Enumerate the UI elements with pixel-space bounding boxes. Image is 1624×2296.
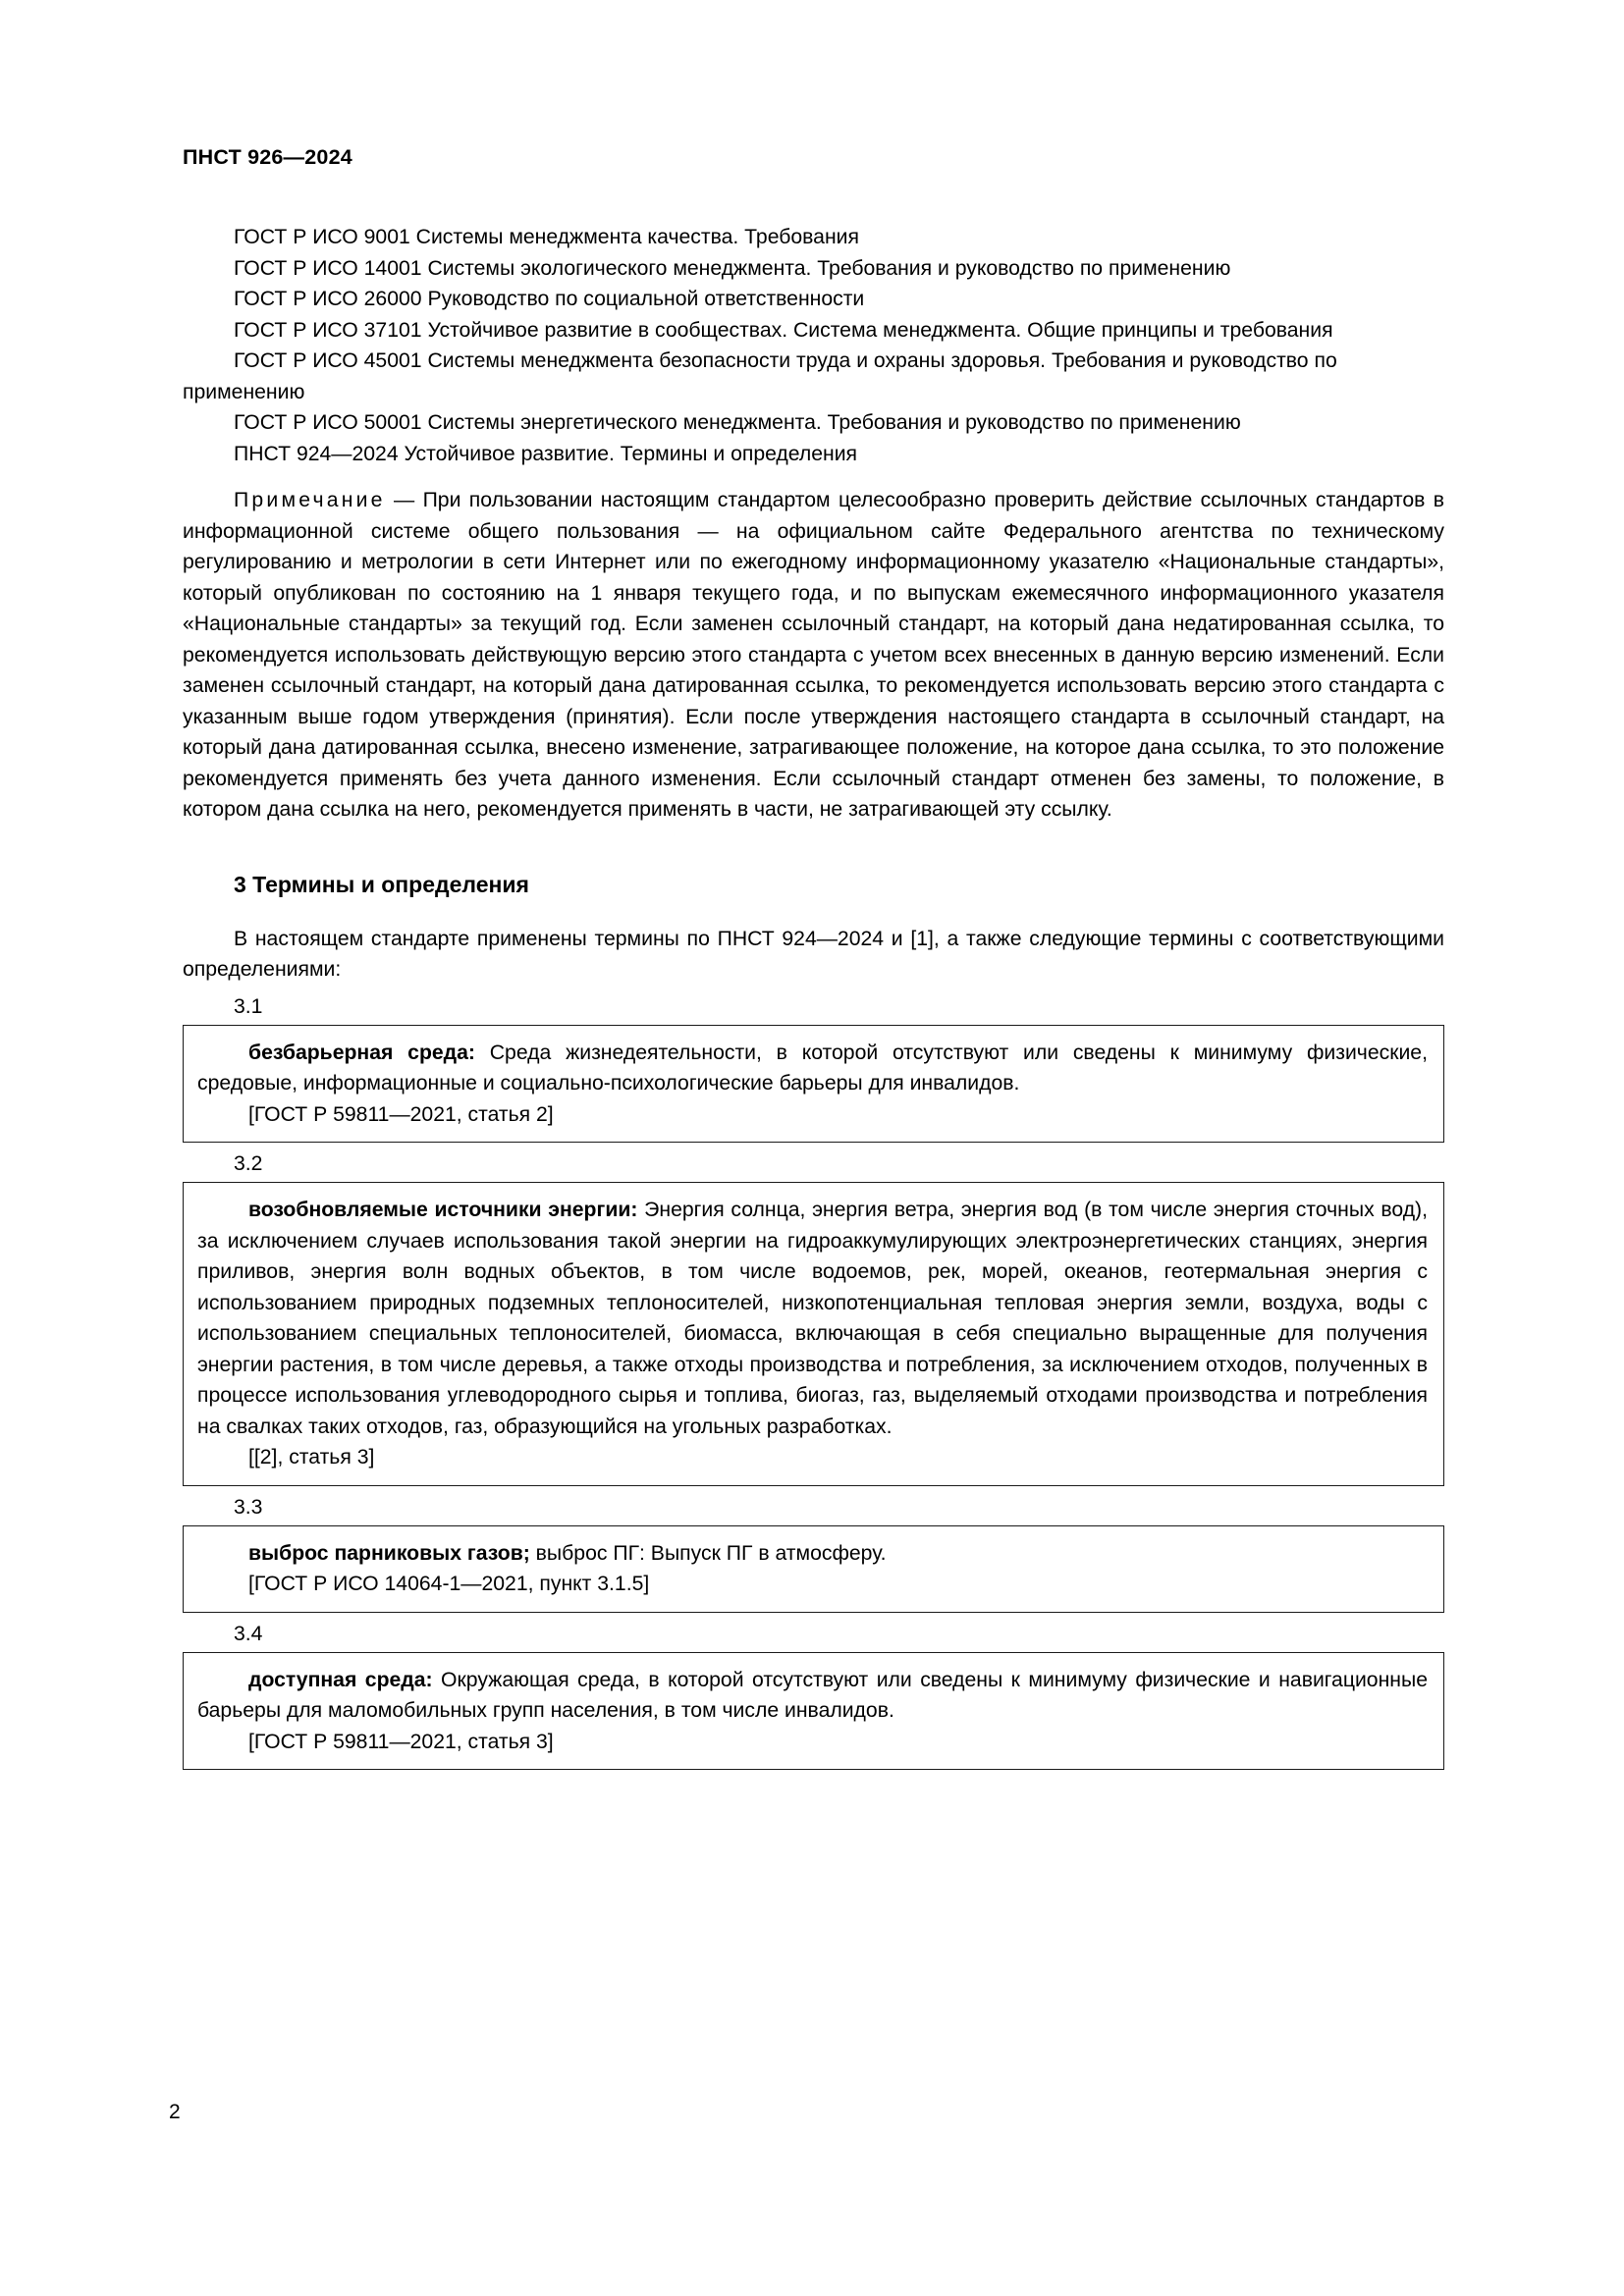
term-definition <box>197 1038 1428 1099</box>
page-header: ПНСТ 926—2024 <box>183 145 352 169</box>
reference-item: ГОСТ Р ИСО 9001 Системы менеджмента качества. Требования <box>234 226 859 248</box>
term-name: выброс парниковых газов; <box>248 1541 530 1565</box>
note-paragraph <box>183 485 1444 826</box>
section-intro: В настоящем стандарте применены термины по ПНСТ 924—2024 и [1], а также следующие термины с соответствующими определениями: <box>183 927 1444 981</box>
reference-item: ГОСТ Р ИСО 26000 Руководство по социальной ответственности <box>234 288 865 310</box>
term-number: 3.3 <box>234 1495 263 1519</box>
term-source: [[2], статья 3] <box>248 1446 375 1468</box>
section-title: 3 Термины и определения <box>234 871 529 897</box>
term-text: Энергия солнца, энергия ветра, энергия вод (в том числе энергия сточных вод), за исключением случаев использования такой энергии на гидроаккумулирующих электроэнергетических станциях, энергия приливов, энергия волн водных объектов, в том числе водоемов, рек, морей, океанов, геотермальная энергия с использованием природных подземных теплоносителей, низкопотенциальная тепловая энергия земли, воздуха, воды с использованием специальных теплоносителей, биомасса, включающая в себя специально выращенные для получения энергии растения, в том числе деревья, а также отходы производства и потребления, за исключением отходов, полученных в процессе использования углеводородного сырья и топлива, биогаз, газ, выделяемый отходами производства и потребления на свалках таких отходов, газ, образующийся на угольных разработках. <box>197 1199 1428 1438</box>
term-number: 3.2 <box>234 1152 263 1175</box>
term-source: [ГОСТ Р 59811—2021, статья 2] <box>248 1102 554 1126</box>
note-text: При пользовании настоящим стандартом целесообразно проверить действие ссылочных стандартов в информационной системе общего пользования — на официальном сайте Федерального агентства по техническому регулированию и метрологии в сети Интернет или по ежегодному информационному указателю «Национальные стандарты», который опубликован по состоянию на 1 января текущего года, и по выпускам ежемесячного информационного указателя «Национальные стандарты» за текущий год. Если заменен ссылочный стандарт, на который дана недатированная ссылка, то рекомендуется использовать действующую версию этого стандарта с учетом всех внесенных в данную версию изменений. Если заменен ссылочный стандарт, на который дана датированная ссылка, то рекомендуется использовать версию этого стандарта с указанным выше годом утверждения (принятия). Если после утверждения настоящего стандарта в ссылочный стандарт, на который дана датированная ссылка, внесено изменение, затрагивающее положение, на которое дана ссылка, то это положение рекомендуется применять без учета данного изменения. Если ссылочный стандарт отменен без замены, то положение, в котором дана ссылка на него, рекомендуется применять в части, не затрагивающей эту ссылку. <box>183 489 1444 821</box>
term-name: доступная среда: <box>248 1668 433 1691</box>
term-box <box>183 1525 1444 1613</box>
reference-item: ГОСТ Р ИСО 37101 Устойчивое развитие в сообществах. Система менеджмента. Общие принципы и требования <box>234 318 1333 342</box>
term-name: возобновляемые источники энергии: <box>248 1199 638 1221</box>
term-box <box>183 1652 1444 1771</box>
term-definition <box>197 1665 1428 1727</box>
term-number: 3.4 <box>234 1622 263 1645</box>
page-content <box>183 222 1444 1774</box>
term-definition <box>197 1195 1428 1442</box>
reference-item: ГОСТ Р ИСО 50001 Системы энергетического менеджмента. Требования и руководство по применению <box>234 411 1241 434</box>
term-name: безбарьерная среда: <box>248 1041 475 1064</box>
term-box <box>183 1025 1444 1144</box>
reference-item: ПНСТ 924—2024 Устойчивое развитие. Термины и определения <box>234 442 858 465</box>
page-number: 2 <box>169 2101 181 2123</box>
term-source: [ГОСТ Р 59811—2021, статья 3] <box>248 1730 554 1753</box>
reference-item: ГОСТ Р ИСО 14001 Системы экологического менеджмента. Требования и руководство по применению <box>234 256 1231 280</box>
note-dash: — <box>385 489 423 511</box>
note-label: Примечание <box>234 489 386 511</box>
term-source: [ГОСТ Р ИСО 14064-1—2021, пункт 3.1.5] <box>248 1573 650 1595</box>
term-box <box>183 1182 1444 1486</box>
term-definition <box>197 1538 1428 1570</box>
reference-item: ГОСТ Р ИСО 45001 Системы менеджмента безопасности труда и охраны здоровья. Требования и руководство по применению <box>183 349 1337 403</box>
term-text: выброс ПГ: Выпуск ПГ в атмосферу. <box>529 1541 887 1565</box>
term-number: 3.1 <box>234 994 263 1018</box>
term-text: Среда жизнедеятельности, в которой отсутствуют или сведены к минимуму физические, средовые, информационные и социально-психологические барьеры для инвалидов. <box>197 1041 1428 1095</box>
term-text: Окружающая среда, в которой отсутствуют или сведены к минимуму физические и навигационные барьеры для маломобильных групп населения, в том числе инвалидов. <box>197 1668 1429 1722</box>
